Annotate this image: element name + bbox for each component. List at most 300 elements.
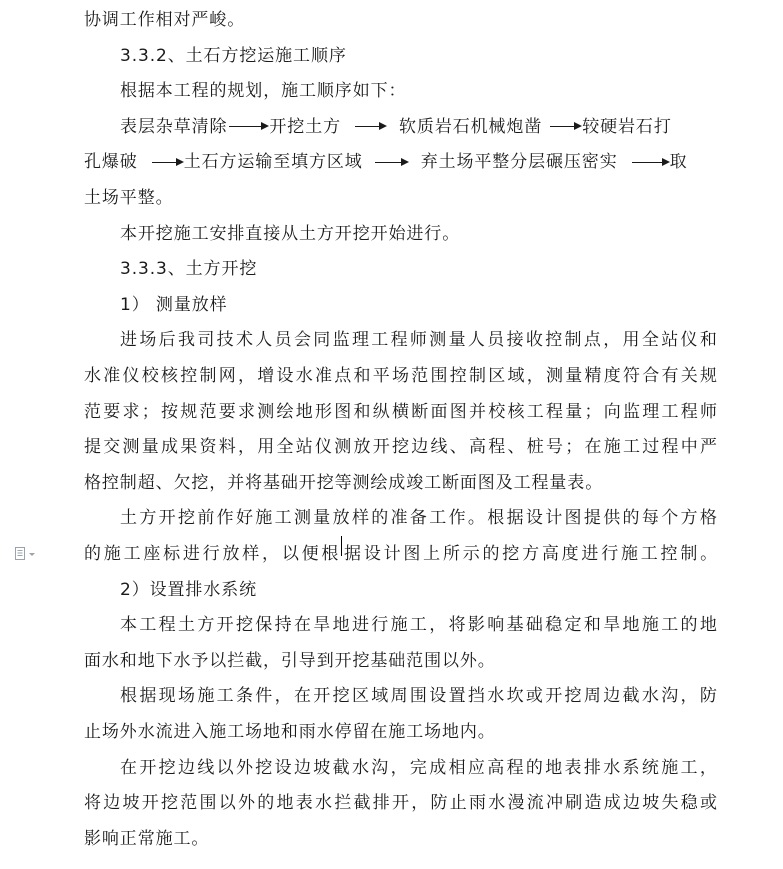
text-char: 施: [103, 544, 122, 564]
text-char: 件: [255, 686, 274, 707]
arrow-right-icon: [632, 162, 668, 163]
text-char: 制: [469, 366, 487, 386]
text-char: 影: [467, 615, 486, 636]
flow-step: 土石方运输至填方区域: [183, 152, 363, 173]
text-line: 3.3.3、土方开挖: [120, 259, 258, 280]
arrow-right-icon: [229, 126, 267, 127]
text-char: 度: [603, 366, 622, 386]
text-char: 按: [161, 401, 179, 422]
text-char: 域: [507, 366, 526, 386]
text-char: 工: [661, 615, 680, 636]
text-char: 测: [429, 330, 448, 351]
text-char: 工: [123, 544, 142, 564]
text-char: 方: [680, 508, 699, 529]
text-char: 度: [561, 544, 580, 564]
text-char: 系: [622, 757, 641, 778]
text-char: 前: [197, 508, 216, 529]
text-char: 排: [372, 793, 391, 814]
text-char: 应: [467, 757, 486, 778]
text-char: 挖: [158, 757, 177, 778]
paragraph-options-icon[interactable]: [14, 546, 38, 562]
text-char: 地: [332, 615, 351, 636]
text-char: 水: [488, 793, 507, 814]
text-char: 地: [622, 615, 641, 636]
text-char: 并: [469, 401, 487, 422]
text-char: 场: [177, 686, 196, 707]
flow-step: 孔爆破: [84, 152, 138, 173]
text-char: 会: [293, 330, 312, 351]
text-char: 现: [158, 686, 177, 707]
text-char: 料: [218, 437, 237, 458]
text-char: ；: [584, 401, 603, 422]
text-char: 面: [430, 401, 449, 422]
flow-step: 开挖土方: [269, 116, 342, 137]
text-cursor: [341, 536, 342, 556]
text-char: 图: [564, 508, 583, 529]
text-line: 止场外水流进入施工场地和雨水停留在施工场地内。: [84, 722, 496, 742]
text-char: 提: [84, 437, 102, 458]
text-char: 资: [199, 437, 218, 458]
text-char: 图: [334, 401, 353, 422]
text-char: 合: [642, 366, 661, 386]
text-char: 根: [487, 508, 506, 529]
text-char: ，: [390, 757, 409, 778]
text-char: 量: [565, 401, 584, 422]
text-char: 和: [353, 366, 372, 386]
text-char: 量: [141, 437, 160, 458]
text-char: ；: [565, 437, 584, 458]
text-char: 规: [180, 401, 199, 422]
text-char: 增: [257, 366, 276, 386]
text-char: 图: [449, 401, 468, 422]
text-char: 向: [603, 401, 622, 422]
text-char: 示: [462, 544, 481, 564]
text-char: 人: [255, 330, 274, 351]
text-char: 平: [372, 366, 391, 386]
text-char: 开: [372, 437, 391, 458]
text-char: 开: [139, 757, 158, 778]
text-char: 以: [216, 757, 235, 778]
text-char: 防: [430, 793, 449, 814]
text-char: 水: [295, 366, 314, 386]
text-char: 进: [182, 544, 201, 564]
text-char: 围: [199, 793, 218, 814]
text-char: 行: [371, 615, 390, 636]
text-char: 坎: [506, 686, 525, 707]
text-char: 挖: [332, 686, 351, 707]
text-char: 或: [525, 686, 544, 707]
text-char: 响: [487, 615, 506, 636]
text-char: 工: [526, 401, 545, 422]
text-char: 仪: [315, 437, 333, 458]
text-char: 控: [180, 366, 199, 386]
text-char: 测: [293, 508, 312, 529]
text-char: 根: [120, 686, 138, 707]
text-char: 施: [390, 615, 409, 636]
text-char: 提: [583, 508, 602, 529]
text-char: ，: [603, 330, 622, 351]
text-char: 作: [216, 508, 235, 529]
text-char: 开: [158, 508, 177, 529]
text-char: 冲: [546, 793, 564, 814]
text-char: 相: [448, 757, 467, 778]
text-char: 横: [392, 401, 410, 422]
text-char: 工: [371, 330, 390, 351]
text-char: 控: [545, 330, 564, 351]
text-char: 方: [197, 615, 216, 636]
text-char: 截: [332, 757, 351, 778]
text-char: 制: [199, 366, 218, 386]
text-char: 程: [546, 401, 564, 422]
text-char: 成: [603, 793, 622, 814]
text-char: 施: [661, 757, 680, 778]
text-char: ，: [699, 757, 718, 778]
text-char: 高: [469, 437, 487, 458]
text-char: ，: [238, 366, 256, 386]
text-line: 根据本工程的规划，施工顺序如下：: [120, 81, 407, 102]
text-char: 程: [661, 437, 680, 458]
text-char: 开: [141, 793, 160, 814]
text-char: 准: [103, 366, 122, 386]
text-char: ；: [141, 401, 160, 422]
text-char: 程: [488, 437, 507, 458]
text-char: 工: [640, 544, 659, 564]
text-line: 3.3.2、土石方挖运施工顺序: [120, 45, 347, 66]
text-char: 条: [235, 686, 254, 707]
text-char: 监: [332, 330, 351, 351]
text-char: 放: [222, 544, 241, 564]
text-char: 准: [315, 366, 333, 386]
text-char: 排: [583, 757, 602, 778]
text-char: 施: [641, 615, 660, 636]
text-char: 程: [680, 401, 699, 422]
text-char: 水: [315, 793, 333, 814]
text-char: ，: [429, 615, 448, 636]
text-char: 行: [601, 544, 620, 564]
text-line: [84, 785, 718, 821]
text-char: 控: [449, 366, 468, 386]
text-line: 面水和地下水予以拦截，引导到开挖基础范围以外。: [84, 650, 496, 671]
text-char: 供: [603, 508, 622, 529]
text-char: 边: [623, 793, 641, 814]
text-char: 在: [293, 686, 312, 707]
text-line: 本开挖施工安排直接从土方开挖开始进行。: [120, 223, 461, 244]
text-char: 符: [623, 366, 641, 386]
text-char: 的: [482, 544, 501, 564]
text-char: 场: [392, 366, 410, 386]
text-char: 格: [699, 508, 718, 529]
text-char: 和: [353, 401, 372, 422]
text-char: 持: [274, 615, 293, 636]
text-char: 据: [344, 544, 362, 564]
text-char: ，: [411, 793, 430, 814]
text-char: 围: [409, 686, 428, 707]
text-char: 技: [216, 330, 235, 351]
text-char: 造: [584, 793, 603, 814]
text-char: 校: [488, 401, 507, 422]
text-char: 域: [371, 686, 390, 707]
text-char: 中: [680, 437, 699, 458]
text-char: ，: [262, 544, 280, 564]
arrow-right-icon: [375, 162, 407, 163]
text-char: 工: [139, 615, 158, 636]
text-char: 测: [334, 437, 353, 458]
text-char: 同: [313, 330, 332, 351]
text-char: 截: [353, 793, 372, 814]
text-char: 监: [623, 401, 641, 422]
text-char: 量: [448, 330, 467, 351]
text-char: 接: [506, 330, 525, 351]
text-line: [120, 750, 718, 786]
text-char: 仪: [122, 366, 141, 386]
text-char: 坡: [642, 793, 661, 814]
text-char: 行: [202, 544, 221, 564]
text-char: 桩: [526, 437, 545, 458]
text-line: [84, 394, 718, 430]
text-char: 工: [274, 508, 293, 529]
text-char: 的: [525, 757, 544, 778]
text-char: 水: [603, 757, 622, 778]
text-char: 的: [622, 508, 641, 529]
arrow-right-icon: [152, 162, 182, 163]
text-char: 周: [583, 686, 602, 707]
text-char: 区: [488, 366, 507, 386]
text-char: 果: [180, 437, 199, 458]
text-line: [120, 678, 718, 714]
text-char: 设: [274, 757, 293, 778]
text-line: 影响正常施工。: [84, 828, 210, 849]
text-char: 断: [411, 401, 430, 422]
text-char: 用: [622, 330, 641, 351]
text-char: 设: [363, 544, 382, 564]
text-line: 2）设置排水系统: [120, 579, 258, 600]
text-char: 样: [242, 544, 261, 564]
text-char: 设: [276, 366, 295, 386]
text-char: 要: [218, 401, 237, 422]
text-char: 员: [487, 330, 506, 351]
text-char: 土: [177, 615, 196, 636]
text-char: 和: [583, 615, 602, 636]
text-char: 根: [321, 544, 340, 564]
text-char: 工: [661, 401, 680, 422]
text-char: 坡: [313, 757, 332, 778]
flow-step: 软质岩石机械炮凿: [399, 116, 543, 137]
text-char: 网: [218, 366, 237, 386]
text-char: 施: [603, 437, 622, 458]
text-char: 线: [197, 757, 216, 778]
text-char: 以: [218, 793, 237, 814]
text-char: 便: [301, 544, 320, 564]
text-char: 进: [581, 544, 600, 564]
text-char: 挖: [235, 615, 254, 636]
text-char: 全: [276, 437, 295, 458]
text-char: 精: [584, 366, 603, 386]
text-char: 的: [84, 544, 102, 564]
text-char: 范: [199, 401, 218, 422]
text-char: 严: [700, 437, 718, 458]
text-char: 完: [409, 757, 428, 778]
text-char: 绘: [276, 401, 295, 422]
text-char: 形: [315, 401, 333, 422]
text-char: 旱: [603, 615, 622, 636]
text-char: 雨: [469, 793, 487, 814]
text-char: 保: [255, 615, 274, 636]
text-line: [84, 536, 718, 572]
text-char: 在: [584, 437, 603, 458]
arrow-right-icon: [550, 126, 580, 127]
text-char: 挖: [392, 437, 410, 458]
text-char: 点: [334, 366, 353, 386]
text-char: 座: [143, 544, 162, 564]
flow-step: 弃土场平整分层碾压密实: [420, 152, 618, 173]
text-char: 工: [216, 686, 235, 707]
text-char: 在: [293, 615, 312, 636]
text-char: 理: [351, 330, 370, 351]
text-char: 作: [448, 508, 467, 529]
text-char: 计: [383, 544, 402, 564]
text-char: 方: [139, 508, 158, 529]
text-line: [84, 429, 718, 465]
text-char: 有: [661, 366, 680, 386]
text-char: 开: [216, 615, 235, 636]
text-char: 核: [507, 401, 526, 422]
text-char: 控: [660, 544, 679, 564]
text-char: 水: [351, 757, 370, 778]
text-char: 沟: [661, 686, 680, 707]
text-char: 以: [281, 544, 300, 564]
text-char: 站: [661, 330, 680, 351]
text-char: 准: [390, 508, 409, 529]
text-char: 定: [564, 615, 583, 636]
text-line: [120, 109, 672, 145]
text-char: 程: [158, 615, 177, 636]
text-char: 挖: [502, 544, 521, 564]
text-char: 地: [699, 615, 718, 636]
text-char: 点: [583, 330, 602, 351]
text-char: 测: [122, 437, 141, 458]
text-char: 水: [84, 366, 102, 386]
text-line: [120, 500, 718, 536]
text-char: 过: [642, 437, 661, 458]
text-char: 成: [429, 757, 448, 778]
text-char: 挖: [177, 508, 196, 529]
text-char: 挖: [564, 686, 583, 707]
text-char: 表: [564, 757, 583, 778]
text-char: 量: [313, 508, 332, 529]
text-char: 将: [84, 793, 102, 814]
text-char: 师: [700, 401, 718, 422]
text-char: 旱: [313, 615, 332, 636]
text-char: 边: [177, 757, 196, 778]
text-char: 收: [525, 330, 544, 351]
text-char: 站: [295, 437, 314, 458]
text-char: 员: [274, 330, 293, 351]
text-char: 求: [238, 401, 256, 422]
text-char: 我: [177, 330, 196, 351]
text-char: 关: [680, 366, 699, 386]
text-char: 据: [139, 686, 158, 707]
text-char: 、: [507, 437, 526, 458]
text-line: 格控制超、欠挖，并将基础开挖等测绘成竣工断面图及工程量表。: [84, 472, 604, 493]
text-char: 工: [680, 757, 699, 778]
text-char: ，: [274, 686, 293, 707]
text-char: 稳: [680, 793, 699, 814]
text-char: 程: [506, 757, 525, 778]
text-char: 高: [541, 544, 560, 564]
text-char: 要: [103, 401, 122, 422]
text-char: 地: [276, 793, 295, 814]
text-char: 术: [235, 330, 254, 351]
text-char: 备: [409, 508, 428, 529]
text-char: 据: [506, 508, 525, 529]
text-line: 协调工作相对严峻。: [84, 10, 246, 30]
text-char: 方: [522, 544, 540, 564]
text-char: 工: [409, 615, 428, 636]
text-char: 稳: [545, 615, 564, 636]
text-char: 水: [641, 686, 660, 707]
text-char: 仪: [680, 330, 699, 351]
text-char: 将: [448, 615, 467, 636]
text-char: 规: [700, 366, 718, 386]
text-char: 开: [313, 686, 332, 707]
text-char: 围: [430, 366, 449, 386]
text-char: 土: [120, 508, 138, 529]
text-char: 刷: [565, 793, 584, 814]
text-char: 制: [564, 330, 583, 351]
text-char: 在: [120, 757, 138, 778]
text-line: 土场平整。: [84, 188, 174, 208]
text-char: ，: [680, 686, 699, 707]
text-char: 进: [120, 330, 138, 351]
text-char: 全: [641, 330, 660, 351]
text-char: 置: [448, 686, 467, 707]
text-char: 进: [351, 615, 370, 636]
text-char: 程: [390, 330, 409, 351]
flow-step: 取: [669, 152, 688, 173]
arrow-right-icon: [355, 126, 385, 127]
text-char: 和: [699, 330, 718, 351]
text-char: 工: [429, 508, 448, 529]
text-char: 量: [565, 366, 584, 386]
text-char: 外: [238, 793, 256, 814]
text-char: 放: [353, 437, 372, 458]
text-char: 坡: [122, 793, 141, 814]
text-char: 师: [409, 330, 428, 351]
text-char: 边: [603, 686, 622, 707]
text-char: 用: [257, 437, 276, 458]
text-char: 场: [139, 330, 158, 351]
text-char: 司: [197, 330, 216, 351]
text-char: 防: [699, 686, 718, 707]
text-char: 计: [545, 508, 564, 529]
text-char: 或: [700, 793, 718, 814]
text-char: 挡: [467, 686, 486, 707]
text-char: 交: [103, 437, 122, 458]
text-char: 础: [525, 615, 544, 636]
text-char: 后: [158, 330, 177, 351]
text-char: 测: [257, 401, 276, 422]
text-char: ，: [238, 437, 256, 458]
text-char: 水: [487, 686, 506, 707]
text-char: 截: [622, 686, 641, 707]
text-char: 样: [351, 508, 370, 529]
text-char: 地: [545, 757, 564, 778]
text-char: 核: [161, 366, 179, 386]
text-char: 高: [487, 757, 506, 778]
text-char: 理: [642, 401, 661, 422]
text-char: 施: [620, 544, 639, 564]
text-char: 求: [122, 401, 141, 422]
